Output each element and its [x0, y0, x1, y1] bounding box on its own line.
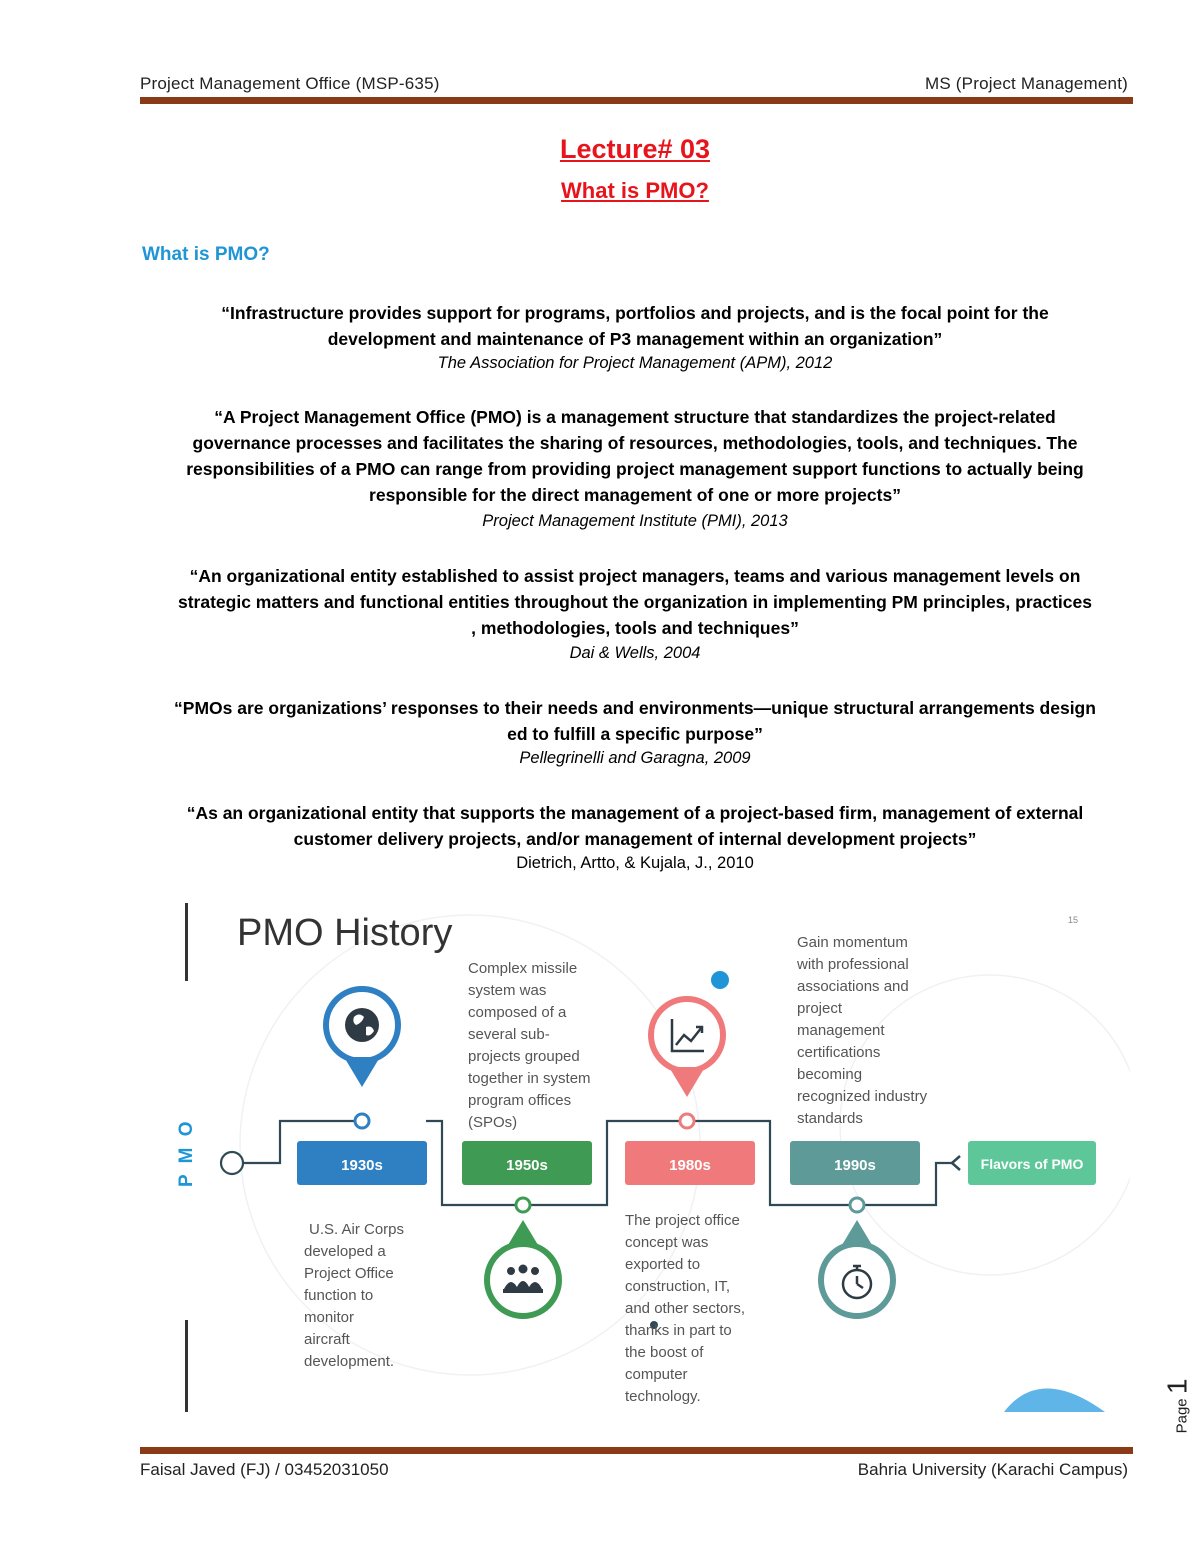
milestone-node: [850, 1198, 864, 1212]
footer-author: Faisal Javed (FJ) / 03452031050: [140, 1460, 389, 1479]
quote-source: The Association for Project Management (APM), 2012: [437, 354, 833, 372]
milestone-description: Complex missile system was composed of a several sub- projects grouped together in system program offices (SPOs): [468, 960, 591, 1131]
quote-source: Dietrich, Artto, & Kujala, J., 2010: [516, 854, 754, 872]
quote-line: “An organizational entity established to assist project managers, teams and various management levels on: [189, 566, 1081, 586]
accent-dot: [711, 971, 729, 989]
slide-number: 15: [1068, 915, 1079, 925]
pmo-history-figure: [170, 895, 1130, 1420]
pmo-side-label: P M O: [176, 1118, 197, 1187]
timeline-start-node: [221, 1152, 243, 1174]
quote-line: strategic matters and functional entities throughout the organization in implementing PM principles, practices: [177, 592, 1092, 612]
milestone-node: [516, 1198, 530, 1212]
quote-line: customer delivery projects, and/or management of internal development projects”: [293, 829, 977, 849]
quote-line: “As an organizational entity that supports the management of a project-based firm, management of external: [186, 803, 1084, 823]
header-program: MS (Project Management): [924, 74, 1128, 93]
quote-dietrich: [136, 800, 1134, 852]
quote-line: development and maintenance of P3 management within an organization”: [327, 329, 943, 349]
quote-apm: [136, 300, 1134, 352]
milestone-1980s: [625, 999, 755, 1405]
quote-line: “A Project Management Office (PMO) is a management structure that standardizes the project-related: [214, 407, 1056, 427]
page-number-value: 1: [1161, 1378, 1193, 1395]
quote-pmi: [136, 404, 1134, 508]
milestone-description: U.S. Air Corps developed a Project Office function to monitor aircraft development.: [304, 1221, 405, 1370]
section-heading: What is PMO?: [142, 244, 270, 265]
milestone-pin: [651, 999, 723, 1071]
milestone-pin-tail: [344, 1057, 380, 1087]
quote-line: , methodologies, tools and techniques”: [471, 618, 799, 638]
quote-line: “Infrastructure provides support for programs, portfolios and projects, and is the focal point for the: [221, 303, 1049, 323]
milestone-node: [355, 1114, 369, 1128]
accent-bar: [185, 903, 188, 981]
accent-shape: [1004, 1389, 1105, 1413]
milestone-description: Gain momentum with professional associations and project management certifications becoming recognized industry standards: [797, 934, 928, 1127]
quote-dai-wells: [136, 563, 1134, 641]
page-number: [1150, 1380, 1200, 1440]
quote-source: Project Management Institute (PMI), 2013: [482, 512, 788, 530]
background-arc: [840, 975, 1130, 1275]
flavors-of-pmo: [968, 1141, 1096, 1185]
footer-institution: Bahria University (Karachi Campus): [857, 1460, 1128, 1479]
quote-pellegrinelli: [136, 695, 1134, 747]
quote-line: responsibilities of a PMO can range from providing project management support functions to actually being: [186, 459, 1084, 479]
header-rule: [140, 97, 1133, 104]
flavors-label: Flavors of PMO: [980, 1156, 1084, 1172]
header-course: Project Management Office (MSP-635): [140, 74, 440, 93]
milestone-label: 1930s: [341, 1157, 383, 1174]
quote-line: governance processes and facilitates the sharing of resources, methodologies, tools, and techniques. The: [192, 433, 1078, 453]
pmo-history-diagram: [170, 895, 1130, 1420]
page-label: Page: [1173, 1398, 1191, 1434]
accent-bar: [185, 1320, 188, 1412]
quote-line: ed to fulfill a specific purpose”: [507, 724, 763, 744]
quote-line: responsible for the direct management of one or more projects”: [369, 485, 901, 505]
milestone-1990s: [790, 934, 931, 1316]
milestone-label: 1950s: [506, 1157, 548, 1174]
milestone-label: 1980s: [669, 1157, 711, 1174]
milestone-description: The project office concept was exported to construction, IT, and other sectors, thanks in part to the boost of computer technology.: [625, 1212, 746, 1405]
milestone-1950s: [462, 960, 595, 1316]
quote-source: Dai & Wells, 2004: [569, 644, 701, 662]
footer-rule: [140, 1447, 1133, 1454]
quote-source: Pellegrinelli and Garagna, 2009: [519, 749, 751, 767]
milestone-1930s: [297, 989, 427, 1370]
milestone-pin: [487, 1244, 559, 1316]
timeline-arrow: [952, 1156, 960, 1170]
lecture-subtitle: What is PMO?: [561, 178, 709, 203]
figure-title: PMO History: [237, 912, 453, 954]
milestone-pin-tail: [669, 1067, 705, 1097]
globe-icon: [345, 1008, 379, 1042]
quote-line: “PMOs are organizations’ responses to their needs and environments—unique structural arrangements design: [174, 698, 1096, 718]
milestone-node: [680, 1114, 694, 1128]
lecture-title: Lecture# 03: [559, 134, 711, 164]
milestone-label: 1990s: [834, 1157, 876, 1174]
